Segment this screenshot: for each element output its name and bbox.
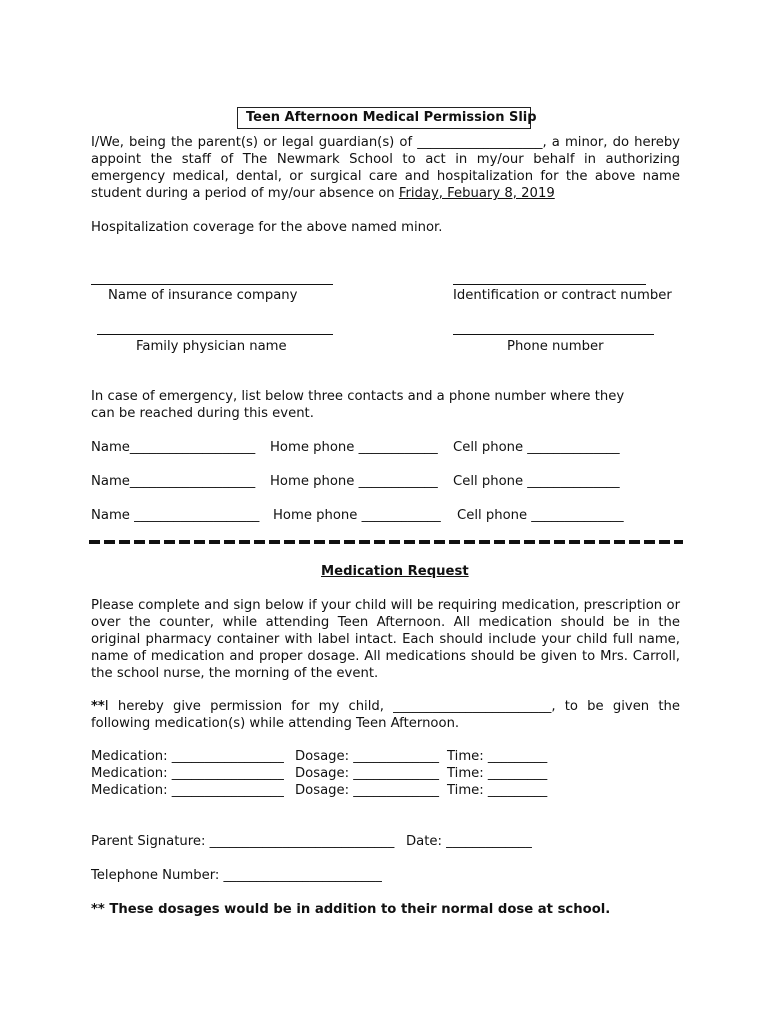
identification-label: Identification or contract number	[453, 288, 672, 303]
contact-name-field[interactable]: Name ___________________	[91, 508, 260, 523]
intro-text-rest: , a minor, do hereby appoint the staff of The Newmark School to act in my/our behalf in authorizing emergency medical, dental, or surgical care and hospitalization for the above name student during a period of my/our absence on	[91, 135, 680, 201]
medication-field[interactable]: Medication: _________________	[91, 766, 284, 781]
permission-text[interactable]: I hereby give permission for my child, ________________________, to be given the following medication(s) while attending Teen Afternoon.	[91, 699, 680, 731]
event-date: Friday, Febuary 8, 2019	[398, 186, 555, 201]
form-title-box	[237, 107, 537, 129]
contact-cell-phone-field[interactable]: Cell phone ______________	[457, 508, 624, 523]
form-title: Teen Afternoon Medical Permission Slip	[246, 110, 537, 125]
signature-date-field[interactable]: Date: _____________	[406, 834, 532, 849]
contact-home-phone-field[interactable]: Home phone ____________	[270, 474, 438, 489]
parent-signature-field[interactable]: Parent Signature: ____________________________	[91, 834, 395, 849]
medication-heading: Medication Request	[321, 564, 469, 579]
dosage-field[interactable]: Dosage: _____________	[295, 749, 440, 764]
physician-label: Family physician name	[136, 339, 287, 354]
contact-name-field[interactable]: Name___________________	[91, 474, 256, 489]
identification-line[interactable]	[453, 284, 646, 285]
insurance-label: Name of insurance company	[108, 288, 298, 303]
permission-asterisks: **	[91, 699, 105, 714]
contact-cell-phone-field[interactable]: Cell phone ______________	[453, 440, 620, 455]
time-field[interactable]: Time: _________	[447, 766, 548, 781]
contact-name-field[interactable]: Name___________________	[91, 440, 256, 455]
medication-field[interactable]: Medication: _________________	[91, 783, 284, 798]
dosage-note: ** These dosages would be in addition to their normal dose at school.	[91, 902, 611, 917]
contact-home-phone-field[interactable]: Home phone ____________	[273, 508, 441, 523]
contact-cell-phone-field[interactable]: Cell phone ______________	[453, 474, 620, 489]
telephone-number-field[interactable]: Telephone Number: ________________________	[91, 868, 382, 883]
insurance-line[interactable]	[91, 284, 333, 285]
time-field[interactable]: Time: _________	[447, 783, 548, 798]
physician-line[interactable]	[97, 334, 333, 335]
phone-label: Phone number	[507, 339, 604, 354]
emergency-instructions: In case of emergency, list below three contacts and a phone number where they can be reached during this event.	[91, 389, 625, 421]
dosage-field[interactable]: Dosage: _____________	[295, 783, 440, 798]
dosage-field[interactable]: Dosage: _____________	[295, 766, 440, 781]
contact-home-phone-field[interactable]: Home phone ____________	[270, 440, 438, 455]
phone-line[interactable]	[453, 334, 654, 335]
minor-name-blank[interactable]: ___________________	[417, 135, 543, 150]
intro-paragraph	[91, 134, 680, 202]
permission-paragraph	[91, 698, 680, 732]
medication-field[interactable]: Medication: _________________	[91, 749, 284, 764]
dashed-divider	[89, 540, 683, 544]
intro-text-start: I/We, being the parent(s) or legal guardian(s) of	[91, 135, 418, 150]
hospitalization-label: Hospitalization coverage for the above named minor.	[91, 220, 443, 235]
medication-instructions: Please complete and sign below if your child will be requiring medication, prescription or over the counter, while attending Teen Afternoon. All medication should be in the original pharmacy container with label intact. Each should include your child full name, name of medication and proper dosage. All medications should be given to Mrs. Carroll, the school nurse, the morning of the event.	[91, 598, 680, 681]
time-field[interactable]: Time: _________	[447, 749, 548, 764]
